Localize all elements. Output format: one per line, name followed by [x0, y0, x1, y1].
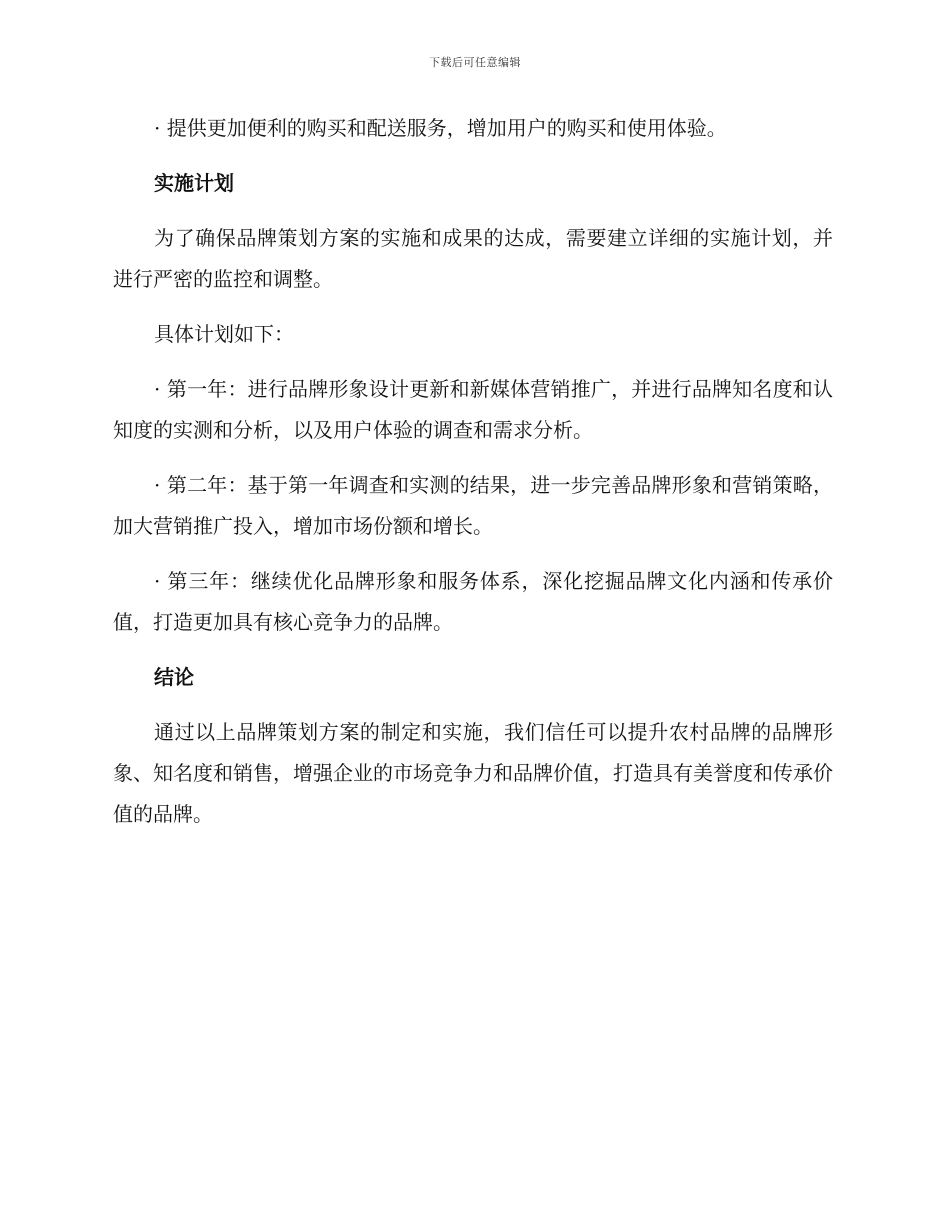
paragraph-plan-lead: 具体计划如下：: [154, 322, 294, 346]
page-header: 下载后可任意编辑: [429, 56, 521, 69]
bullet-paragraph-service: · 提供更加便利的购买和配送服务，增加用户的购买和使用体验。: [154, 116, 727, 140]
document-body: [113, 108, 833, 849]
section-heading-implementation: 实施计划: [154, 171, 234, 195]
paragraph-implementation-intro: 为了确保品牌策划方案的实施和成果的达成，需要建立详细的实施计划，并进行严密的监控和调整。: [113, 226, 833, 291]
paragraph-conclusion: 通过以上品牌策划方案的制定和实施，我们信任可以提升农村品牌的品牌形象、知名度和销售，增强企业的市场竞争力和品牌价值，打造具有美誉度和传承价值的品牌。: [113, 720, 833, 826]
bullet-paragraph-year-three: · 第三年：继续优化品牌形象和服务体系，深化挖掘品牌文化内涵和传承价值，打造更加具有核心竞争力的品牌。: [113, 569, 833, 634]
bullet-paragraph-year-one: · 第一年：进行品牌形象设计更新和新媒体营销推广，并进行品牌知名度和认知度的实测和分析，以及用户体验的调查和需求分析。: [113, 377, 833, 442]
section-heading-conclusion: 结论: [154, 665, 194, 689]
bullet-paragraph-year-two: · 第二年：基于第一年调查和实测的结果，进一步完善品牌形象和营销策略，加大营销推广投入，增加市场份额和增长。: [113, 473, 833, 538]
